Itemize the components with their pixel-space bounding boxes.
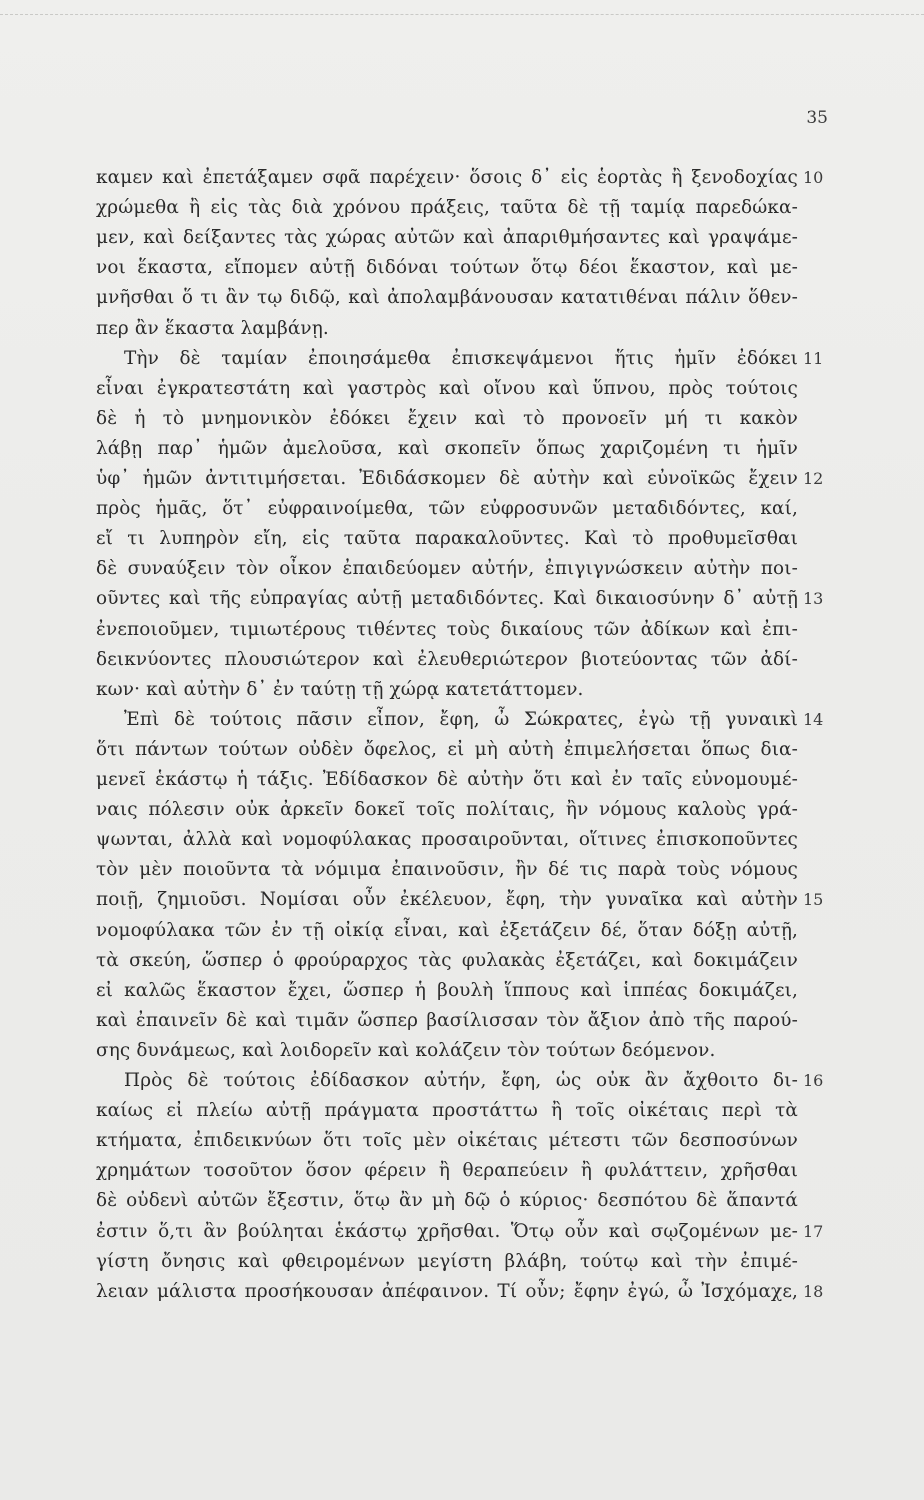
text-line: εἴ τι λυπηρὸν εἴη, εἰς ταῦτα παρακαλοῦντες. Καὶ τὸ προθυμεῖσθαι [96,528,798,550]
text-line: δὲ ἡ τὸ μνημονικὸν ἐδόκει ἔχειν καὶ τὸ προνοεῖν μή τι κακὸν [96,407,798,429]
text-line: ἐνεποιοῦμεν, τιμιωτέρους τιθέντες τοὺς δικαίους τῶν ἀδίκων καὶ ἐπι- [96,618,798,640]
text-line: κων· καὶ αὐτὴν δ᾽ ἐν ταύτῃ τῇ χώρᾳ κατετάττομεν. [96,678,584,700]
text-line: μεν, καὶ δείξαντες τὰς χώρας αὐτῶν καὶ ἀπαριθμήσαντες καὶ γραψάμε- [96,227,798,249]
text-line: νομοφύλακα τῶν ἐν τῇ οἰκίᾳ εἶναι, καὶ ἐξετάζειν δέ, ὅταν δόξῃ αὐτῇ, [96,919,798,941]
page-top-edge [0,14,924,15]
text-line: χρημάτων τοσοῦτον ὅσον φέρειν ἢ θεραπεύειν ἢ φυλάττειν, χρῆσθαι [96,1160,798,1182]
text-line: λάβῃ παρ᾽ ἡμῶν ἀμελοῦσα, καὶ σκοπεῖν ὅπως χαριζομένη τι ἡμῖν [96,437,798,459]
text-line: τὸν μὲν ποιοῦντα τὰ νόμιμα ἐπαινοῦσιν, ἢν δέ τις παρὰ τοὺς νόμους [96,859,798,881]
text-line: χρώμεθα ἢ εἰς τὰς διὰ χρόνου πράξεις, ταῦτα δὲ τῇ ταμίᾳ παρεδώκα- [96,197,798,219]
text-line: τὰ σκεύη, ὥσπερ ὁ φρούραρχος τὰς φυλακὰς ἐξετάζει, καὶ δοκιμάζειν [96,949,798,971]
text-line: ψωνται, ἀλλὰ καὶ νομοφύλακας προσαιροῦνται, οἵτινες ἐπισκοποῦντες [96,829,798,851]
section-number: 16 [803,1071,824,1090]
text-line: δεικνύοντες πλουσιώτερον καὶ ἐλευθεριώτερον βιοτεύοντας τῶν ἀδί- [96,648,798,670]
text-line: λειαν μάλιστα προσήκουσαν ἀπέφαινον. Τί οὖν; ἔφην ἐγώ, ὦ Ἰσχόμαχε, [96,1280,798,1302]
text-line: δὲ οὐδενὶ αὐτῶν ἔξεστιν, ὅτῳ ἂν μὴ δῷ ὁ κύριος· δεσπότου δὲ ἅπαντά [96,1190,798,1212]
text-line: δὲ συναύξειν τὸν οἶκον ἐπαιδεύομεν αὐτήν, ἐπιγιγνώσκειν αὐτὴν ποι- [96,558,798,580]
text-line: ἐστιν ὅ,τι ἂν βούληται ἑκάστῳ χρῆσθαι. Ὅτῳ οὖν καὶ σῳζομένων με- [96,1220,798,1242]
text-line: εἰ καλῶς ἕκαστον ἔχει, ὥσπερ ἡ βουλὴ ἵππους καὶ ἱππέας δοκιμάζει, [96,979,798,1001]
section-number: 17 [803,1221,824,1241]
section-number: 12 [803,469,824,488]
text-line: γίστη ὄνησις καὶ φθειρομένων μεγίστη βλάβη, τούτῳ καὶ τὴν ἐπιμέ- [96,1250,798,1272]
section-number: 18 [803,1281,824,1301]
text-line: καμεν καὶ ἐπετάξαμεν σφᾶ παρέχειν· ὅσοις δ᾽ εἰς ἑορτὰς ἢ ξενοδοχίας [96,167,798,188]
section-number: 14 [803,709,824,729]
text-line: καίως εἰ πλείω αὐτῇ πράγματα προστάττω ἢ τοῖς οἰκέταις περὶ τὰ [96,1100,798,1122]
text-line: ποιῇ, ζημιοῦσι. Νομίσαι οὖν ἐκέλευον, ἔφη, τὴν γυναῖκα καὶ αὐτὴν [96,889,798,911]
text-line: ναις πόλεσιν οὐκ ἀρκεῖν δοκεῖ τοῖς πολίταις, ἢν νόμους καλοὺς γρά- [96,799,798,821]
text-line: κτήματα, ἐπιδεικνύων ὅτι τοῖς μὲν οἰκέταις μέτεστι τῶν δεσποσύνων [96,1130,798,1152]
text-line: νοι ἕκαστα, εἴπομεν αὐτῇ διδόναι τούτων ὅτῳ δέοι ἕκαστον, καὶ με- [96,257,798,279]
section-number: 10 [803,168,824,187]
page-number: 35 [806,108,828,128]
text-line: περ ἂν ἕκαστα λαμβάνῃ. [96,317,329,339]
text-line: Ἐπὶ δὲ τούτοις πᾶσιν εἶπον, ἔφη, ὦ Σώκρατες, ἐγὼ τῇ γυναικὶ [124,708,798,730]
text-line: καὶ ἐπαινεῖν δὲ καὶ τιμᾶν ὥσπερ βασίλισσαν τὸν ἄξιον ἀπὸ τῆς παρού- [96,1009,798,1031]
section-number: 11 [803,348,824,368]
text-line: Πρὸς δὲ τούτοις ἐδίδασκον αὐτήν, ἔφη, ὡς οὐκ ἂν ἄχθοιτο δι- [124,1070,798,1091]
text-line: οῦντες καὶ τῆς εὐπραγίας αὐτῇ μεταδιδόντες. Καὶ δικαιοσύνην δ᾽ αὐτῇ [96,588,798,610]
text-line: πρὸς ἡμᾶς, ὅτ᾽ εὐφραινοίμεθα, τῶν εὐφροσυνῶν μεταδιδόντες, καί, [96,498,798,520]
text-line: μενεῖ ἑκάστῳ ἡ τάξις. Ἐδίδασκον δὲ αὐτὴν ὅτι καὶ ἐν ταῖς εὐνομουμέ- [96,769,798,790]
text-line: Τὴν δὲ ταμίαν ἐποιησάμεθα ἐπισκεψάμενοι ἥτις ἡμῖν ἐδόκει [124,347,798,369]
text-line: εἶναι ἐγκρατεστάτη καὶ γαστρὸς καὶ οἴνου καὶ ὕπνου, πρὸς τούτοις [96,377,798,399]
text-line: ὑφ᾽ ἡμῶν ἀντιτιμήσεται. Ἐδιδάσκομεν δὲ αὐτὴν καὶ εὐνοϊκῶς ἔχειν [96,468,798,489]
text-line: ὅτι πάντων τούτων οὐδὲν ὄφελος, εἰ μὴ αὐτὴ ἐπιμελήσεται ὅπως δια- [96,738,798,760]
section-number: 13 [803,589,824,609]
section-number: 15 [803,890,824,910]
text-line: σης δυνάμεως, καὶ λοιδορεῖν καὶ κολάζειν τὸν τούτων δεόμενον. [96,1039,716,1061]
text-line: μνῆσθαι ὅ τι ἂν τῳ διδῷ, καὶ ἀπολαμβάνουσαν κατατιθέναι πάλιν ὅθεν- [96,287,798,309]
